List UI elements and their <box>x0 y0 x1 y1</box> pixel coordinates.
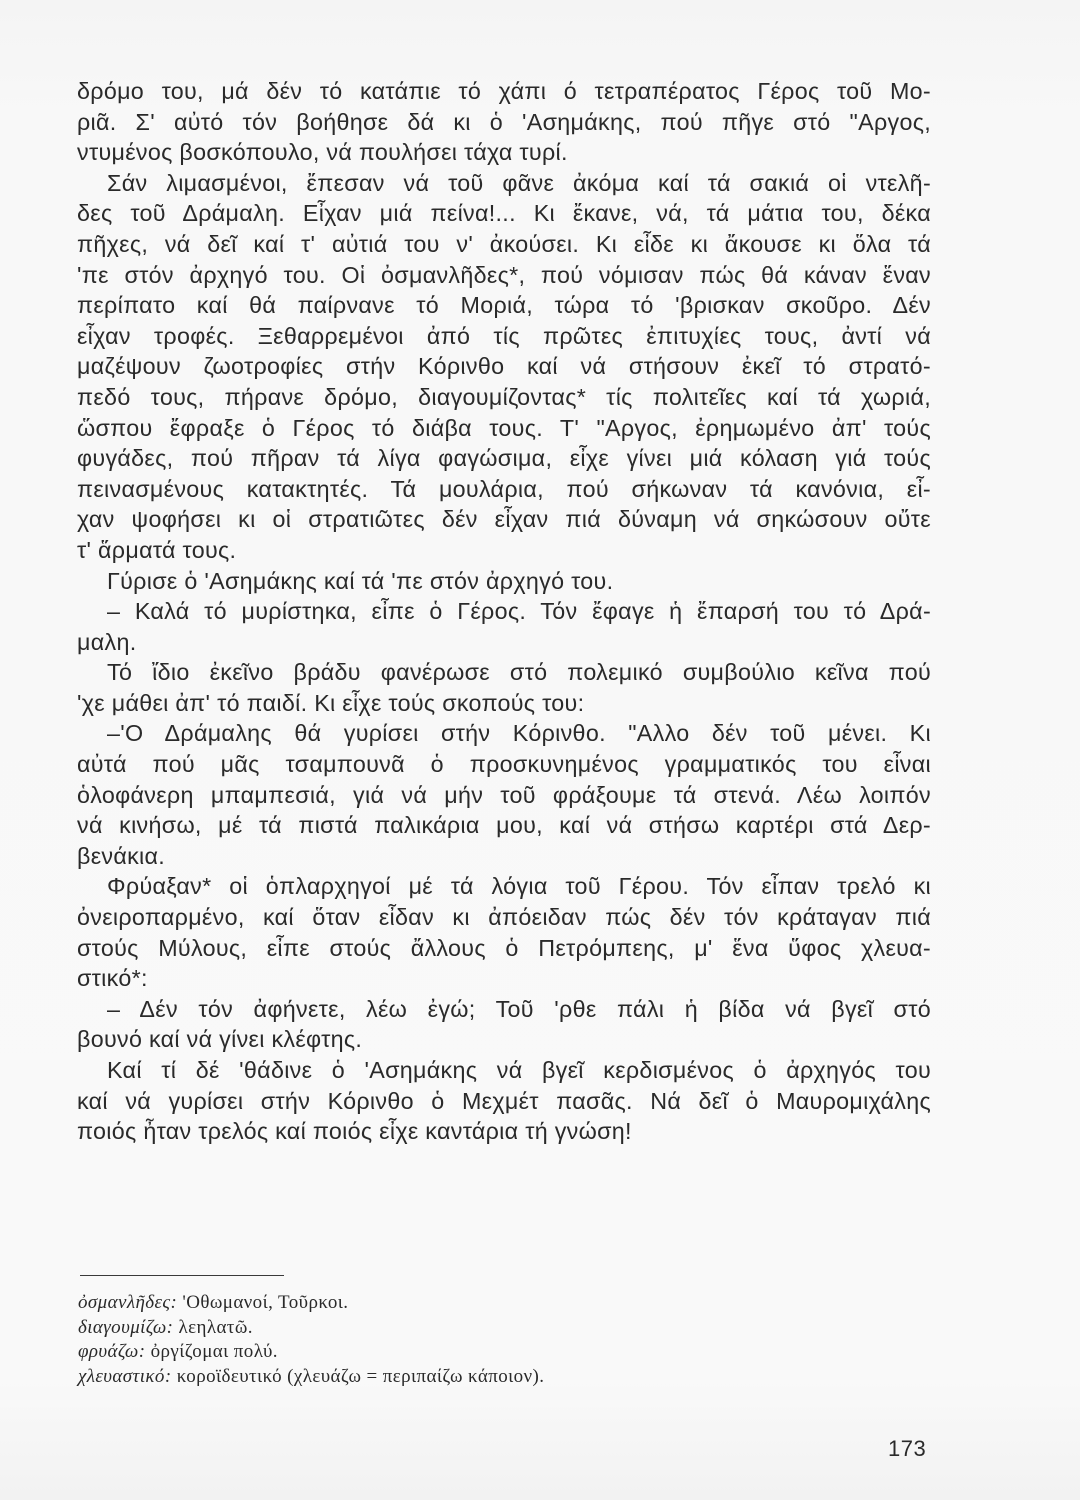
footnote-divider <box>80 1275 284 1276</box>
text-line: – Δέν τόν ἀφήνετε, λέω ἐγώ; Τοῦ 'ρθε πάλι ἡ βίδα νά βγεῖ στό <box>107 995 931 1022</box>
text-line: Σάν λιμασμένοι, ἔπεσαν νά τοῦ φᾶνε ἀκόμα καί τά σακιά οἱ ντελῆ- <box>107 169 931 196</box>
text-line: χαν ψοφήσει κι οἱ στρατιῶτες δέν εἶχαν πιά δύναμη νά σηκώσουν οὔτε <box>77 506 931 533</box>
text-line: βουνό καί νά γίνει κλέφτης. <box>77 1026 363 1053</box>
footnote-term: φρυάζω: <box>78 1341 146 1362</box>
text-line: μαλη. <box>77 628 137 655</box>
footnote-item <box>78 1365 838 1390</box>
text-line: 'πε στόν ἀρχηγό του. Οἱ ὀσμανλῆδες*, πού νόμισαν πώς θά κάναν ἕναν <box>77 261 931 288</box>
footnote-definition: 'Οθωμανοί, Τοῦρκοι. <box>182 1292 349 1313</box>
footnote-item <box>78 1340 838 1365</box>
footnotes <box>78 1291 838 1389</box>
text-line: εἶχαν τροφές. Ξεθαρρεμένοι ἀπό τίς πρῶτες ἐπιτυχίες τους, ἀντί νά <box>77 322 931 349</box>
text-line: νά κινήσω, μέ τά πιστά παλικάρια μου, καί νά στήσω καρτέρι στά Δερ- <box>77 812 931 839</box>
text-line: Γύρισε ὁ 'Ασημάκης καί τά 'πε στόν ἀρχηγό του. <box>107 567 614 594</box>
text-line: αὐτά πού μᾶς τσαμπουνᾶ ὁ προσκυνημένος γραμματικός του εἶναι <box>77 751 931 778</box>
text-line: πεδό τους, πήρανε δρόμο, διαγουμίζοντας* τίς πολιτεῖες καί τά χωριά, <box>77 383 931 410</box>
footnote-item <box>78 1316 838 1341</box>
text-line: ριᾶ. Σ' αὐτό τόν βοήθησε δά κι ὁ 'Ασημάκης, πού πῆγε στό "Αργος, <box>77 108 931 135</box>
text-line: ὀνειροπαρμένο, καί ὅταν εἶδαν κι ἀπόειδαν πώς δέν τόν κράταγαν πιά <box>77 904 931 931</box>
footnote-definition: κοροϊδευτικό (χλευάζω = περιπαίζω κάποιον). <box>176 1365 545 1387</box>
page-number: 173 <box>888 1436 927 1461</box>
footnote-item <box>78 1291 838 1316</box>
text-line: βενάκια. <box>77 842 166 869</box>
text-line: περίπατο καί θά παίρνανε τό Μοριά, τώρα τό 'βρισκαν σκοῦρο. Δέν <box>77 292 931 319</box>
text-line: Τό ἴδιο ἐκεῖνο βράδυ φανέρωσε στό πολεμικό συμβούλιο κεῖνα πού <box>107 659 931 686</box>
text-line: πῆχες, νά δεῖ καί τ' αὐτιά του ν' ἀκούσει. Κι εἶδε κι ἄκουσε κι ὅλα τά <box>77 230 931 257</box>
body-text <box>77 76 931 1147</box>
text-line: ὥσπου ἔφραξε ὁ Γέρος τό διάβα τους. Τ' "Αργος, ἐρημωμένο ἀπ' τούς <box>77 414 931 441</box>
text-line: –'Ο Δράμαλης θά γυρίσει στήν Κόρινθο. "Αλλο δέν τοῦ μένει. Κι <box>107 720 931 747</box>
text-line: τ' ἅρματά τους. <box>77 536 237 563</box>
text-line: φυγάδες, πού πῆραν τά λίγα φαγώσιμα, εἶχε γίνει μιά κόλαση γιά τούς <box>77 445 931 472</box>
footnote-definition: λεηλατῶ. <box>178 1316 253 1338</box>
footnote-term: διαγουμίζω: <box>78 1316 174 1338</box>
footnote-definition: ὀργίζομαι πολύ. <box>150 1341 278 1362</box>
text-line: καί νά γυρίσει στήν Κόρινθο ὁ Μεχμέτ πασᾶς. Νά δεῖ ὁ Μαυρομιχάλης <box>77 1087 931 1114</box>
text-line: – Καλά τό μυρίστηκα, εἶπε ὁ Γέρος. Τόν ἔφαγε ἡ ἔπαρσή του τό Δρά- <box>107 598 931 625</box>
text-line: ντυμένος βοσκόπουλο, νά πουλήσει τάχα τυρί. <box>77 139 568 166</box>
text-line: δες τοῦ Δράμαλη. Εἶχαν μιά πείνα!... Κι ἔκανε, νά, τά μάτια του, δέκα <box>77 200 931 227</box>
text-line: πεινασμένους κατακτητές. Τά μουλάρια, πού σήκωναν τά κανόνια, εἶ- <box>77 475 931 502</box>
footnote-term: χλευαστικό: <box>78 1365 172 1387</box>
text-line: ποιός ἦταν τρελός καί ποιός εἶχε καντάρια τή γνώση! <box>77 1118 632 1145</box>
text-line: Καί τί δέ 'θάδινε ὁ 'Ασημάκης νά βγεῖ κερδισμένος ὁ ἀρχηγός του <box>107 1057 931 1083</box>
text-line: στικό*: <box>77 965 148 992</box>
text-line: ὁλοφάνερη μπαμπεσιά, γιά νά μήν τοῦ φράξουμε τά στενά. Λέω λοιπόν <box>77 781 931 808</box>
text-line: δρόμο του, μά δέν τό κατάπιε τό χάπι ό τετραπέρατος Γέρος τοῦ Μο- <box>77 78 931 104</box>
text-line: 'χε μάθει ἀπ' τό παιδί. Κι εἶχε τούς σκοπούς του: <box>77 689 585 716</box>
text-line: Φρύαξαν* οἱ ὁπλαρχηγοί μέ τά λόγια τοῦ Γέρου. Τόν εἶπαν τρελό κι <box>107 873 931 900</box>
text-line: στούς Μύλους, εἶπε στούς ἄλλους ὁ Πετρόμπεης, μ' ἕνα ὕφος χλευα- <box>77 934 931 961</box>
text-line: μαζέψουν ζωοτροφίες στήν Κόρινθο καί νά στήσουν ἐκεῖ τό στρατό- <box>77 353 931 380</box>
footnote-term: ὀσμανλῆδες: <box>78 1292 178 1313</box>
